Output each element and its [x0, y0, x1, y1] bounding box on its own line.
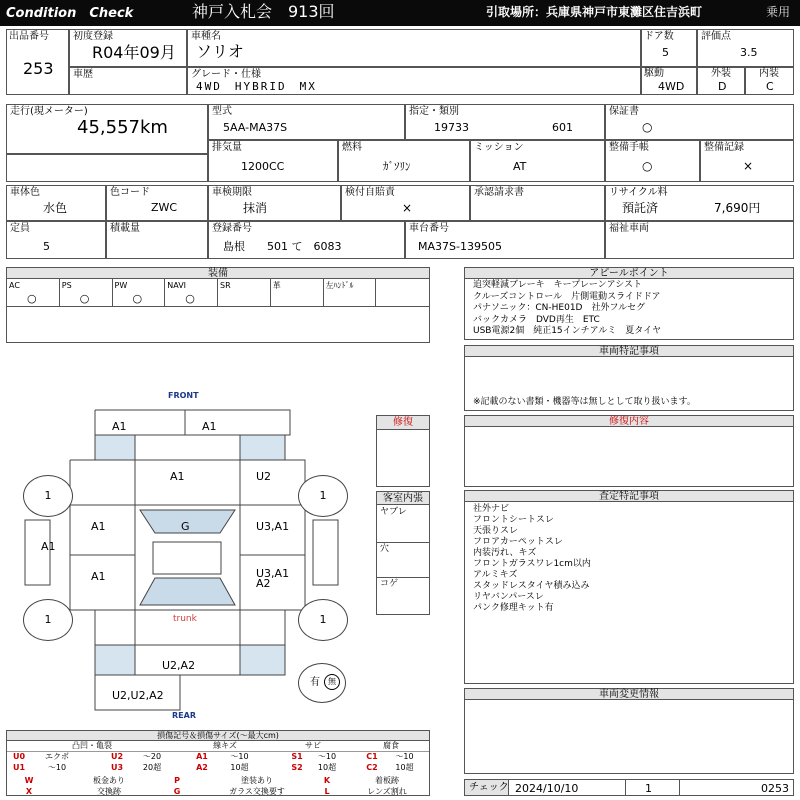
- special-notes-box: [464, 345, 794, 411]
- appeal-line: バックカメラ DVD再生 ETC: [473, 314, 600, 325]
- equipment-item-1: [60, 279, 113, 306]
- header-title: Condition Check: [6, 6, 134, 21]
- inspection-note-line: 天張りスレ: [473, 526, 519, 536]
- pickup-location: 引取場所：兵庫県神戸市東灘区住吉浜町: [486, 5, 703, 19]
- chassis-number: MA37S-139505: [418, 240, 502, 253]
- legend-cell: ガラス交換要す: [229, 787, 285, 796]
- header-bar: [0, 0, 800, 26]
- recycle-box: リサイクル料 預託済 7,690円: [605, 185, 794, 221]
- equipment-title: 装備: [7, 268, 429, 279]
- registration-number-box: 登録番号 島根 501 て 6083: [208, 221, 405, 259]
- capacity-box: 定員 5: [6, 221, 106, 259]
- changes-title: 車両変更情報: [465, 689, 793, 700]
- equipment-item-3: [165, 279, 218, 306]
- legend-cell: S2: [291, 763, 303, 772]
- inspection-note-line: パンク修理キット有: [473, 603, 554, 613]
- equipment-item-4: [218, 279, 271, 306]
- mark-rocker-left: A1: [41, 540, 56, 553]
- welfare-box: 福祉車両: [605, 221, 794, 259]
- displacement-box: 排気量 1200CC: [208, 140, 338, 182]
- manual-box: 整備手帳 ○: [605, 140, 700, 182]
- registration-number: 島根 501 て 6083: [223, 240, 342, 253]
- interior-damage-box: [376, 491, 430, 615]
- legend-cell: 10超: [230, 763, 249, 772]
- designation: 19733: [434, 121, 469, 134]
- equipment-label: NAVI: [167, 281, 187, 290]
- inspection-box: 車検期限 抹消: [208, 185, 341, 221]
- appeal-line: USB電源2個 純正15インチアルミ 夏タイヤ: [473, 326, 662, 336]
- exterior-grade-box: 外装 D: [697, 67, 745, 95]
- legend-cell: 着板跡: [375, 776, 399, 785]
- appeal-title: アピールポイント: [465, 268, 793, 279]
- fuel-box: 燃料 ｶﾞｿﾘﾝ: [338, 140, 470, 182]
- model: 5AA-MA37S: [223, 121, 288, 134]
- legend-group: サビ: [273, 741, 353, 752]
- car-diagram: [20, 385, 370, 725]
- appeal-line: クルーズコントロール 片側電動スライドドア: [473, 291, 661, 302]
- equipment-label: 革: [272, 281, 281, 290]
- special-title: 車両特記事項: [465, 346, 793, 357]
- equipment-label: 左ﾊﾝﾄﾞﾙ: [325, 281, 354, 290]
- capacity: 5: [43, 240, 50, 253]
- check-value: 1: [645, 782, 652, 795]
- displacement: 1200CC: [241, 160, 285, 173]
- inspection-note-line: 社外ナビ: [473, 504, 510, 514]
- fuel: ｶﾞｿﾘﾝ: [383, 160, 411, 173]
- legend-group: 腐食: [353, 741, 429, 752]
- color-code-box: 色コード ZWC: [106, 185, 208, 221]
- interior-grade-box: 内装 C: [745, 67, 794, 95]
- inspection-note-line: スタッドレスタイヤ積み込み: [473, 581, 590, 591]
- equipment-box: [6, 267, 430, 343]
- tire-front-right: 1: [298, 475, 348, 517]
- equipment-label: AC: [9, 281, 20, 290]
- color-code: ZWC: [151, 201, 178, 214]
- equipment-value: ○: [27, 292, 37, 305]
- mission-box: ミッション AT: [470, 140, 605, 182]
- mission: AT: [513, 160, 527, 173]
- interior-tear: ヤブレ: [380, 507, 407, 517]
- class-number: 601: [552, 121, 573, 134]
- warranty: ○: [642, 120, 653, 134]
- interior-damage-title: 客室内張: [377, 492, 429, 505]
- equipment-value: ○: [132, 292, 143, 305]
- legend-cell: K: [323, 776, 331, 785]
- inspection-note-line: フロントシートスレ: [473, 515, 554, 525]
- interior-hole: 穴: [380, 544, 390, 554]
- mark-hood: A1: [170, 470, 185, 483]
- color-box: 車体色 水色: [6, 185, 106, 221]
- tire-rear-left: 1: [23, 599, 73, 641]
- interior-grade: C: [766, 80, 774, 93]
- inspection-note-line: アルミキズ: [473, 570, 518, 580]
- legend-cell: 交換跡: [97, 787, 121, 796]
- grade: 4WD HYBRID MX: [196, 80, 317, 93]
- inspection-note-line: 内装汚れ、キズ: [473, 548, 537, 558]
- trunk-label: trunk: [173, 614, 197, 624]
- mark-front-right: A1: [202, 420, 217, 433]
- appeal-box: [464, 267, 794, 340]
- mark-front-left: A1: [112, 420, 127, 433]
- legend-cell: 20超: [142, 763, 162, 772]
- tire-front-left: 1: [23, 475, 73, 517]
- car-name-box: 車種名 ソリオ: [187, 29, 641, 67]
- rear-label: REAR: [172, 711, 196, 720]
- equipment-label: SR: [220, 281, 231, 290]
- legend-cell: A1: [196, 752, 208, 761]
- legend-cell: U1: [12, 763, 26, 772]
- check-label: チェック: [469, 782, 509, 793]
- doors-box: ドア数 5: [641, 29, 697, 67]
- first-registration-box: 初度登録 R04年09月: [69, 29, 187, 67]
- mark-rear-gate: U2,A2: [162, 659, 196, 672]
- vehicle-category: 乗用: [766, 5, 791, 19]
- check-date: 2024/10/10: [515, 782, 579, 795]
- legend-cell: G: [173, 787, 181, 796]
- mark-door-fr: U3,A1: [256, 520, 290, 533]
- legend-cell: 〜10: [317, 752, 337, 761]
- grade-box: グレード・仕様 4WD HYBRID MX: [187, 67, 641, 95]
- damage-legend: [6, 730, 430, 796]
- equipment-item-0: [7, 279, 60, 306]
- legend-cell: W: [24, 776, 34, 785]
- legend-cell: 〜10: [395, 752, 414, 761]
- special-note: ※記載のない書類・機器等は無しとして取り扱います。: [473, 397, 696, 407]
- inspection-note-line: リヤバンパースレ: [473, 592, 544, 602]
- mark-front-fender-right: U2: [256, 470, 272, 483]
- tire-rear-right: 1: [298, 599, 348, 641]
- legend-cell: 10超: [395, 763, 414, 772]
- warranty-box: 保証書 ○: [605, 104, 794, 140]
- car-name: ソリオ: [196, 42, 244, 61]
- appeal-line: パナソニック：CN-HE01D 社外フルセグ: [473, 303, 646, 313]
- spare-tire: 有 無: [298, 663, 346, 703]
- legend-cell: X: [25, 787, 33, 796]
- recycle-status: 預託済: [622, 201, 659, 215]
- exterior-grade: D: [718, 80, 727, 93]
- designation-box: 指定・類別 19733 601: [405, 104, 605, 140]
- equipment-value: ○: [79, 292, 90, 305]
- front-label: FRONT: [168, 391, 199, 400]
- repair-box: [376, 415, 430, 487]
- legend-cell: エクボ: [45, 752, 69, 761]
- check-code: 0253: [761, 782, 789, 795]
- chassis-box: 車台番号 MA37S-139505: [405, 221, 605, 259]
- inspection-expiry: 抹消: [243, 201, 268, 215]
- legend-cell: C2: [366, 763, 378, 772]
- score: 3.5: [740, 46, 758, 59]
- history-box: 車歴: [69, 67, 187, 95]
- mileage-box: 走行(現メーター) 45,557km: [6, 104, 208, 154]
- equipment-value: ○: [185, 292, 195, 305]
- insurance: ×: [402, 201, 413, 215]
- interior-burn: コゲ: [380, 579, 399, 589]
- inspection-note-line: フロントガラスワレ1cm以内: [473, 559, 591, 569]
- repair-content-title: 修復内容: [465, 416, 793, 427]
- changes-box: [464, 688, 794, 774]
- model-box: 型式 5AA-MA37S: [208, 104, 405, 140]
- drive: 4WD: [658, 80, 685, 93]
- legend-cell: 板金あり: [93, 776, 125, 785]
- legend-cell: 〜10: [47, 763, 67, 772]
- appeal-line: 追突軽減ブレーキ キープレーンアシスト: [473, 280, 643, 290]
- repair-label: 修復: [377, 416, 429, 430]
- legend-cell: 〜10: [230, 752, 249, 761]
- load-box: 積載量: [106, 221, 208, 259]
- legend-cell: C1: [366, 752, 378, 761]
- inspection-notes-title: 査定特記事項: [465, 491, 793, 502]
- legend-title: 損傷記号＆損傷サイズ(〜最大cm): [7, 731, 429, 741]
- legend-cell: 〜20: [142, 752, 162, 761]
- repair-content-box: [464, 415, 794, 487]
- legend-cell: U0: [12, 752, 26, 761]
- approval-box: 承認請求書: [470, 185, 605, 221]
- mark-door-rl: A1: [91, 570, 106, 583]
- equipment-item-6: [324, 279, 377, 306]
- score-box: 評価点 3.5: [697, 29, 794, 67]
- legend-cell: S1: [291, 752, 303, 761]
- legend-cell: U2: [110, 752, 124, 761]
- check-box: [464, 779, 794, 796]
- lot-number: 253: [23, 59, 54, 78]
- mark-door-rr: U3,A1 A2: [256, 567, 290, 590]
- maintenance-record: ×: [743, 159, 754, 173]
- inspection-note-line: フロアカーペットスレ: [473, 537, 563, 547]
- mark-roof: G: [181, 520, 190, 533]
- mark-rear-bumper: U2,U2,A2: [112, 689, 164, 702]
- equipment-label: PS: [61, 281, 72, 290]
- equipment-item-5: [271, 279, 324, 306]
- maintenance-manual: ○: [642, 159, 653, 173]
- inspection-notes-box: [464, 490, 794, 684]
- recycle-fee: 7,690円: [714, 201, 761, 215]
- legend-cell: A2: [196, 763, 208, 772]
- drive-box: 駆動 4WD: [641, 67, 697, 95]
- legend-cell: L: [324, 787, 330, 796]
- legend-cell: 10超: [317, 763, 337, 772]
- equipment-label: PW: [114, 281, 128, 290]
- lot-number-box: 出品番号 253: [6, 29, 69, 95]
- doors: 5: [662, 46, 669, 59]
- equipment-item-2: [113, 279, 166, 306]
- legend-group: 線キズ: [177, 741, 273, 752]
- body-color: 水色: [43, 201, 68, 215]
- mark-door-fl: A1: [91, 520, 106, 533]
- auction-name: 神戸入札会 913回: [192, 2, 335, 21]
- legend-cell: レンズ割れ: [367, 787, 407, 796]
- legend-cell: P: [174, 776, 180, 785]
- mileage: 45,557km: [77, 117, 168, 138]
- record-box: 整備記録 ×: [700, 140, 794, 182]
- legend-cell: 塗装あり: [241, 776, 273, 785]
- insurance-box: 検付自賠責 ×: [341, 185, 470, 221]
- legend-cell: U3: [110, 763, 124, 772]
- first-registration: R04年09月: [92, 43, 176, 62]
- legend-group: 凸凹・亀裂: [7, 741, 177, 752]
